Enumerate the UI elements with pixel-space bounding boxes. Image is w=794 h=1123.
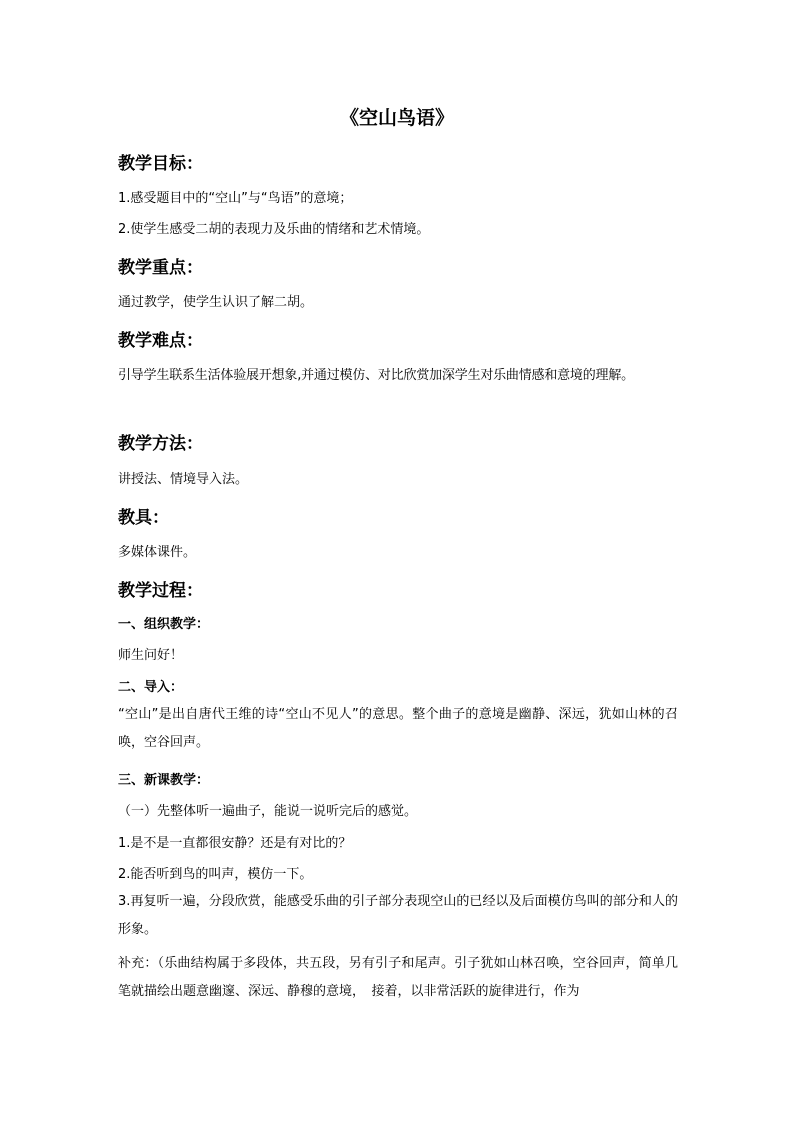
- step-text: 师生问好！: [118, 648, 184, 663]
- question-item: 1.是不是一直都很安静？还是有对比的？: [118, 836, 352, 851]
- process-heading: 教学过程：: [118, 581, 203, 601]
- step-heading: 三、新课教学：: [118, 773, 210, 788]
- tools-text: 多媒体课件。: [118, 545, 197, 560]
- goals-heading: 教学目标：: [118, 154, 203, 174]
- step-paragraph: “空山”是出自唐代王维的诗“空山不见人”的意思。整个曲子的意境是幽静、深远，犹如山林的召唤，空谷回声。: [118, 707, 678, 750]
- tools-heading: 教具：: [118, 508, 169, 528]
- step-text: （一）先整体听一遍曲子，能说一说听完后的感觉。: [118, 804, 418, 819]
- key-points-text: 通过教学，使学生认识了解二胡。: [118, 295, 314, 310]
- goal-item: 2.使学生感受二胡的表现力及乐曲的情绪和艺术情境。: [118, 222, 430, 237]
- question-item: 2.能否听到鸟的叫声，模仿一下。: [118, 867, 313, 882]
- difficulty-text: 引导学生联系生活体验展开想象,并通过模仿、对比欣赏加深学生对乐曲情感和意境的理解。: [118, 368, 634, 383]
- method-text: 讲授法、情境导入法。: [118, 472, 249, 487]
- difficulty-heading: 教学难点：: [118, 331, 203, 351]
- goal-item: 1.感受题目中的“空山”与“鸟语”的意境；: [118, 191, 353, 206]
- step-heading: 二、导入：: [118, 680, 184, 695]
- key-points-heading: 教学重点：: [118, 258, 203, 278]
- question-item: 3.再复听一遍，分段欣赏，能感受乐曲的引子部分表现空山的已经以及后面模仿鸟叫的部分和人的形象。: [118, 894, 678, 937]
- supplement-paragraph: 补充：（乐曲结构属于多段体，共五段，另有引子和尾声。引子犹如山林召唤，空谷回声，简单几笔就描绘出题意幽邃、深远、静穆的意境， 接着，以非常活跃的旋律进行，作为: [118, 956, 678, 999]
- step-heading: 一、组织教学：: [118, 617, 210, 632]
- document-title: 《空山鸟语》: [339, 107, 454, 129]
- method-heading: 教学方法：: [118, 434, 203, 454]
